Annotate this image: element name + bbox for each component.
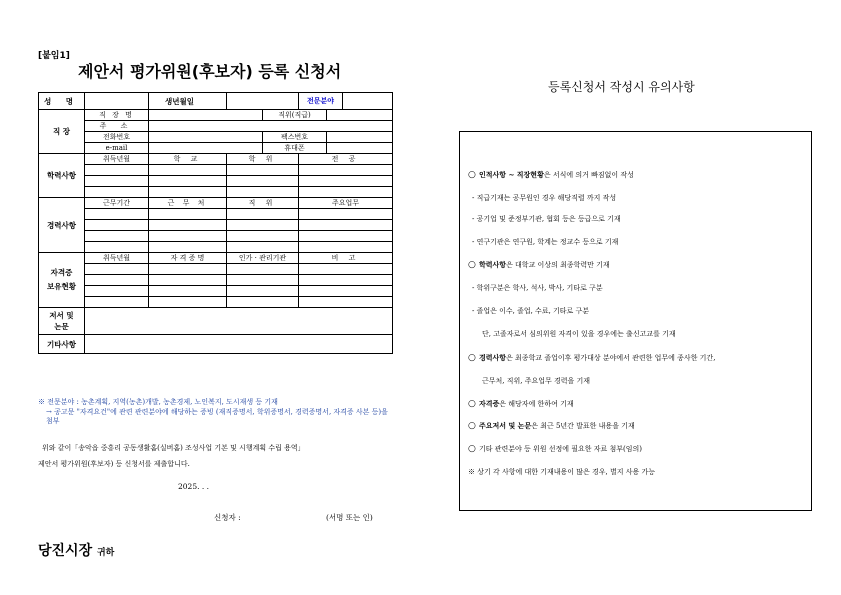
declaration-line1: 위와 같이「송악읍 중흥리 공동생활홈(실버홈) 조성사업 기본 및 시행계획 수립 용역」: [42, 444, 305, 452]
guide-item: [468, 399, 574, 409]
attach-note: → 공고문 "자격요건"에 관련 관련분야에 해당하는 증빙 (재직증명서, 학위증명서, 경력증명서, 자격증 사본 등)을 첨부: [46, 408, 388, 425]
career-cell[interactable]: [149, 242, 227, 253]
career-cell[interactable]: [149, 231, 227, 242]
name-field[interactable]: [85, 93, 149, 110]
guide-item: [482, 329, 676, 339]
edu-cell[interactable]: [85, 187, 149, 198]
license-header: 인가 · 관리기관: [227, 253, 299, 264]
license-cell[interactable]: [227, 264, 299, 275]
license-cell[interactable]: [85, 275, 149, 286]
guide-text: 은 최근 5년간 발표한 내용을 기재: [531, 422, 635, 430]
career-cell[interactable]: [85, 220, 149, 231]
guide-item: [468, 467, 655, 477]
guide-item: [468, 444, 642, 454]
address-field[interactable]: [149, 121, 393, 132]
career-cell[interactable]: [299, 220, 393, 231]
fax-label: 팩스번호: [263, 132, 327, 143]
guide-bullet: ○: [468, 353, 479, 363]
guide-bullet: ○: [468, 399, 479, 409]
guide-item: [472, 214, 621, 224]
education-section: 학력사항: [39, 154, 85, 198]
guide-bullet: ○: [468, 260, 479, 270]
guide-text: 은 최종학교 졸업이후 평가대상 분야에서 관련한 업무에 종사한 기간,: [506, 354, 716, 362]
guide-bullet: ○: [468, 170, 479, 180]
company-field[interactable]: [149, 110, 263, 121]
career-header: 주요업무: [299, 198, 393, 209]
guide-title: 등록신청서 작성시 유의사항: [548, 80, 695, 94]
license-cell[interactable]: [85, 264, 149, 275]
career-header: 근 무 처: [149, 198, 227, 209]
field-field[interactable]: [343, 93, 393, 110]
career-cell[interactable]: [149, 209, 227, 220]
publications-field[interactable]: [85, 308, 393, 335]
edu-header: 학 교: [149, 154, 227, 165]
edu-cell[interactable]: [227, 187, 299, 198]
career-cell[interactable]: [85, 242, 149, 253]
edu-cell[interactable]: [149, 176, 227, 187]
edu-cell[interactable]: [149, 187, 227, 198]
guide-item: [468, 421, 635, 431]
license-cell[interactable]: [299, 297, 393, 308]
license-cell[interactable]: [85, 297, 149, 308]
guide-bullet: ○: [468, 421, 479, 431]
declaration-line2: 제안서 평가위원(후보자) 등 신청서를 제출합니다.: [38, 460, 190, 468]
edu-cell[interactable]: [299, 165, 393, 176]
fax-field[interactable]: [327, 132, 393, 143]
license-section-line1: 자격증: [50, 268, 73, 277]
application-form-table: [38, 92, 393, 354]
guide-item: [468, 260, 610, 270]
sign-label: (서명 또는 인): [326, 513, 373, 522]
declaration: [38, 440, 398, 472]
license-cell[interactable]: [85, 286, 149, 297]
career-cell[interactable]: [85, 209, 149, 220]
career-cell[interactable]: [299, 231, 393, 242]
guide-bullet: -: [472, 307, 477, 315]
guide-text: 은 해당자에 한하여 기재: [499, 400, 574, 408]
page-title: 제안서 평가위원(후보자) 등록 신청서: [78, 62, 342, 81]
publications-label: [39, 308, 85, 335]
guide-text: 학위구분은 학사, 석사, 박사, 기타로 구분: [476, 284, 603, 292]
license-header: 취득년월: [85, 253, 149, 264]
company-label: 직 장 명: [85, 110, 149, 121]
license-section: [39, 253, 85, 308]
guide-text: 단, 고졸자로서 심의위원 자격이 있을 경우에는 출신고교를 기재: [482, 330, 676, 338]
guide-bold-term: 경력사항: [479, 354, 507, 362]
license-section-line2: 보유현황: [47, 282, 76, 291]
career-cell[interactable]: [227, 220, 299, 231]
career-cell[interactable]: [149, 220, 227, 231]
license-cell[interactable]: [149, 264, 227, 275]
recipient-name: 당진시장: [38, 543, 93, 559]
guide-box: [459, 131, 812, 511]
field-label: 전문분야: [299, 93, 343, 110]
edu-header: 학 위: [227, 154, 299, 165]
guide-bullet: -: [472, 284, 477, 292]
guide-bullet: ○: [468, 444, 479, 454]
guide-text: 은 대학교 이상의 최종학력만 기재: [506, 261, 610, 269]
license-cell[interactable]: [149, 297, 227, 308]
career-cell[interactable]: [227, 209, 299, 220]
publications-label-line1: 저서 및: [49, 311, 74, 320]
birth-field[interactable]: [227, 93, 299, 110]
email-field[interactable]: [149, 143, 263, 154]
guide-text: 직급기재는 공무원인 경우 해당직렬 까지 작성: [476, 194, 617, 202]
guide-bullet: -: [472, 215, 477, 223]
career-header: 근무기간: [85, 198, 149, 209]
edu-cell[interactable]: [227, 165, 299, 176]
edu-cell[interactable]: [299, 187, 393, 198]
recipient-suffix: 귀하: [96, 548, 115, 558]
workplace-section: 직 장: [39, 110, 85, 154]
career-section: 경력사항: [39, 198, 85, 253]
license-cell[interactable]: [299, 286, 393, 297]
license-cell[interactable]: [299, 264, 393, 275]
license-cell[interactable]: [149, 275, 227, 286]
career-header: 직 위: [227, 198, 299, 209]
license-cell[interactable]: [149, 286, 227, 297]
field-note: ※ 전문분야 : 농촌계획, 지역(농촌)개발, 농촌경제, 노인복지, 도시재생 등 기재: [38, 398, 278, 406]
guide-bold-term: 주요저서 및 논문: [479, 422, 532, 430]
guide-text: 상기 각 사항에 대한 기재내용이 많은 경우, 별지 사용 가능: [477, 468, 656, 476]
edu-cell[interactable]: [85, 165, 149, 176]
guide-item: [472, 193, 616, 203]
name-label: 성 명: [39, 93, 85, 110]
address-label: 주 소: [85, 121, 149, 132]
applicant-label: 신청자 :: [214, 513, 241, 522]
guide-item: [468, 170, 634, 180]
license-cell[interactable]: [299, 275, 393, 286]
edu-header: 취득년월: [85, 154, 149, 165]
guide-item: [468, 353, 715, 363]
phone-field[interactable]: [149, 132, 263, 143]
career-cell[interactable]: [299, 242, 393, 253]
license-header: 비 고: [299, 253, 393, 264]
edu-cell[interactable]: [227, 176, 299, 187]
license-cell[interactable]: [227, 275, 299, 286]
career-cell[interactable]: [227, 231, 299, 242]
guide-item: [482, 376, 590, 386]
license-cell[interactable]: [227, 286, 299, 297]
phone-label: 전화번호: [85, 132, 149, 143]
email-label: e-mail: [85, 143, 149, 154]
career-cell[interactable]: [227, 242, 299, 253]
date-line: 2025. . .: [178, 482, 210, 491]
edu-cell[interactable]: [85, 176, 149, 187]
guide-item: [472, 283, 603, 293]
guide-bullet: ※: [468, 468, 478, 476]
guide-item: [472, 306, 589, 316]
guide-bold-term: 자격증: [479, 400, 500, 408]
mobile-label: 휴대폰: [263, 143, 327, 154]
guide-text: 근무처, 직위, 주요업무 경력을 기재: [482, 377, 591, 385]
guide-bullet: -: [472, 238, 477, 246]
guide-bullet: -: [472, 194, 477, 202]
mobile-field[interactable]: [327, 143, 393, 154]
license-cell[interactable]: [227, 297, 299, 308]
guide-bold-term: 학력사항: [479, 261, 507, 269]
guide-text: 기타 관련분야 등 위원 선정에 필요한 자료 첨부(임의): [479, 445, 643, 453]
guide-text: 공기업 및 준정부기관, 협회 등은 등급으로 기재: [476, 215, 621, 223]
recipient: [38, 540, 114, 560]
edu-cell[interactable]: [149, 165, 227, 176]
others-field[interactable]: [85, 335, 393, 354]
career-cell[interactable]: [85, 231, 149, 242]
guide-text: 졸업은 이수, 졸업, 수료, 기타로 구분: [476, 307, 590, 315]
position-label: 직위(직급): [263, 110, 327, 121]
guide-item: [472, 237, 618, 247]
birth-label: 생년월일: [149, 93, 227, 110]
edu-header: 전 공: [299, 154, 393, 165]
guide-bold-term: 인적사항 ~ 직장현황: [479, 171, 544, 179]
publications-label-line2: 논문: [54, 322, 69, 331]
guide-text: 은 서식에 의거 빠짐없이 작성: [543, 171, 634, 179]
guide-text: 연구기관은 연구원, 학계는 정교수 등으로 기재: [476, 238, 619, 246]
others-label: 기타사항: [39, 335, 85, 354]
career-cell[interactable]: [299, 209, 393, 220]
license-header: 자 격 증 명: [149, 253, 227, 264]
position-field[interactable]: [327, 110, 393, 121]
edu-cell[interactable]: [299, 176, 393, 187]
attachment-label: [붙임1]: [38, 51, 70, 61]
